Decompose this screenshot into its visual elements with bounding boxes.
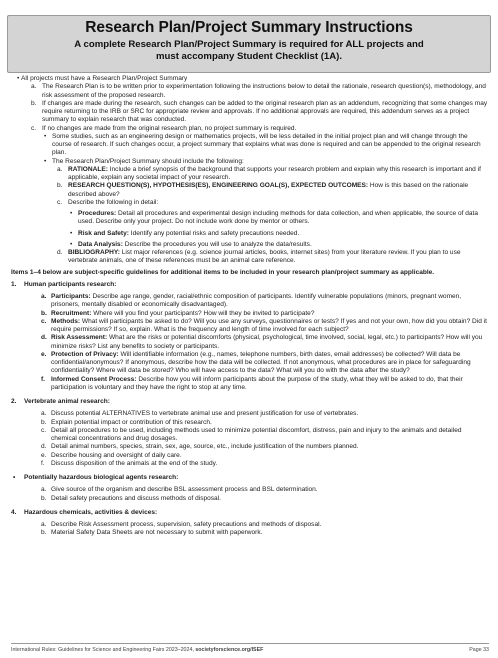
subtitle-line-2: must accompany Student Checklist (1A).: [155, 51, 343, 62]
plan-item-describe: c. Describe the following in detail:: [57, 198, 159, 206]
plan-item-research-question: b. RESEARCH QUESTION(S), HYPOTHESIS(ES), ENGINEERING GOAL(S), EXPECTED OUTCOMES: How is this based on the rationale described above?: [57, 182, 469, 198]
vertebrate-item-a: a. Discuss potential ALTERNATIVES to vertebrate animal use and present justification for use of vertebrates.: [41, 410, 359, 418]
vertebrate-item-f: f. Discuss disposition of the animals at the end of the study.: [41, 459, 218, 467]
subtitle-line-1: A complete Research Plan/Project Summary is required for ALL projects and: [74, 39, 424, 50]
human-recruitment: b. Recruitment: Where will you find your participants? How will they be invited to participate?: [41, 309, 315, 317]
intro-item-c: c. If no changes are made from the original research plan, no project summary is required.: [31, 124, 297, 132]
human-privacy: e. Protection of Privacy: Will identifiable information (e.g., names, telephone numbers, birth dates, email addresses) be collected? Will data be confidential/anonymous? If anonymous, describe how the data will be collected. If not anonymous, what procedures are in place for safeguarding confidentiality? Where will data be stored? Who will have access to the data? What will you do with the data after the study?: [41, 350, 471, 375]
human-participants: a. Participants: Describe age range, gender, racial/ethnic composition of participants. Identify vulnerable populations (minors, pregnant women, prisoners, mentally disabled or economically disadvantaged).: [41, 293, 462, 309]
instructions-body: [11, 75, 489, 538]
intro-c-bullet-2: • The Research Plan/Project Summary should include the following:: [44, 157, 244, 165]
vertebrate-item-d: d. Detail animal numbers, species, strain, sex, age, source, etc., include justification of the numbers planned.: [41, 443, 359, 451]
section-vertebrate-heading: 2. Vertebrate animal research:: [11, 398, 110, 405]
biological-item-a: a. Give source of the organism and describe BSL assessment process and BSL determination.: [41, 486, 318, 494]
section-human-heading: 1. Human participants research:: [11, 280, 117, 288]
vertebrate-item-b: b. Explain potential impact or contribution of this research.: [41, 418, 212, 426]
footer-link[interactable]: societyforscience.org/ISEF: [195, 647, 264, 653]
plan-item-data-analysis: • Data Analysis: Describe the procedures you will use to analyze the data/results.: [70, 240, 312, 248]
biological-item-b: b. Detail safety precautions and discuss methods of disposal.: [41, 494, 221, 502]
section-biological-heading: • Potentially hazardous biological agents research:: [13, 474, 179, 481]
section-hazardous-heading: 4. Hazardous chemicals, activities & devices:: [11, 508, 158, 516]
footer-source: International Rules: Guidelines for Science and Engineering Fairs 2023–2024, societyforscience.org/ISEF: [11, 647, 264, 653]
subject-specific-intro: Items 1–4 below are subject-specific guidelines for additional items to be included in your research plan/project summary as applicable.: [11, 268, 435, 276]
page-footer: [11, 643, 489, 653]
intro-item-b: b. If changes are made during the research, such changes can be added to the original research plan as an addendum, recognizing that some changes may require returning to the IRB or SRC for appropriate review and approvals. If no additional approvals are required, this addendum serves as a project summary to explain research that was conducted.: [31, 99, 488, 124]
title-banner: [7, 15, 491, 73]
plan-item-risk-safety: • Risk and Safety: Identify any potential risks and safety precautions needed.: [70, 229, 300, 237]
page-subtitle: [8, 39, 490, 63]
plan-item-rationale: a. RATIONALE: Include a brief synopsis of the background that supports your research problem and explain why this research is important and if applicable, explain any societal impact of your research.: [57, 165, 481, 181]
page-title: Research Plan/Project Summary Instructions: [85, 19, 413, 36]
page-number: Page 33: [469, 647, 489, 653]
human-risk-assessment: d. Risk Assessment: What are the risks or potential discomforts (physical, psychological, time involved, social, legal, etc.) to participants? How will you minimize risks? List any benefits to society or participants.: [41, 334, 483, 350]
vertebrate-item-c: c. Detail all procedures to be used, including methods used to minimize potential discomfort, distress, pain and injury to the animals and detailed chemical concentrations and drug dosages.: [41, 426, 462, 442]
intro-c-bullet-1: • Some studies, such as an engineering design or mathematics projects, will be less detailed in the initial project plan and will change through the course of research. If such changes occur, a project summary that explains what was done is required and can be appended to the original research plan.: [44, 132, 481, 157]
human-methods: c. Methods: What will participants be asked to do? Will you use any surveys, questionnaires or tests? If yes and not your own, how did you obtain? Did it require permissions? If so, explain. What is the frequency and length of time involved for each subject?: [41, 317, 487, 333]
human-informed-consent: f. Informed Consent Process: Describe how you will inform participants about the purpose of the study, what they will be asked to do, that their participation is voluntary and they have the right to stop at any time.: [41, 375, 463, 391]
hazardous-item-b: b. Material Safety Data Sheets are not necessary to submit with paperwork.: [41, 529, 263, 537]
hazardous-item-a: a. Describe Risk Assessment process, supervision, safety precautions and methods of disposal.: [41, 521, 322, 528]
intro-bullet: • All projects must have a Research Plan/Project Summary: [17, 75, 188, 82]
vertebrate-item-e: e. Describe housing and oversight of daily care.: [41, 451, 182, 459]
intro-item-a: a. The Research Plan is to be written prior to experimentation following the instructions below to detail the rationale, research question(s), methodology, and risk assessment of the proposed research.: [31, 83, 486, 99]
plan-item-bibliography: d. BIBLIOGRAPHY: List major references (e.g. science journal articles, books, internet sites) from your literature review. If you plan to use vertebrate animals, one of these references must be an animal care reference.: [57, 249, 461, 265]
plan-item-procedures: • Procedures: Detail all procedures and experimental design including methods for data collection, and when applicable, the source of data used. Describe only your project. Do not include work done by mentor or others.: [70, 210, 478, 226]
